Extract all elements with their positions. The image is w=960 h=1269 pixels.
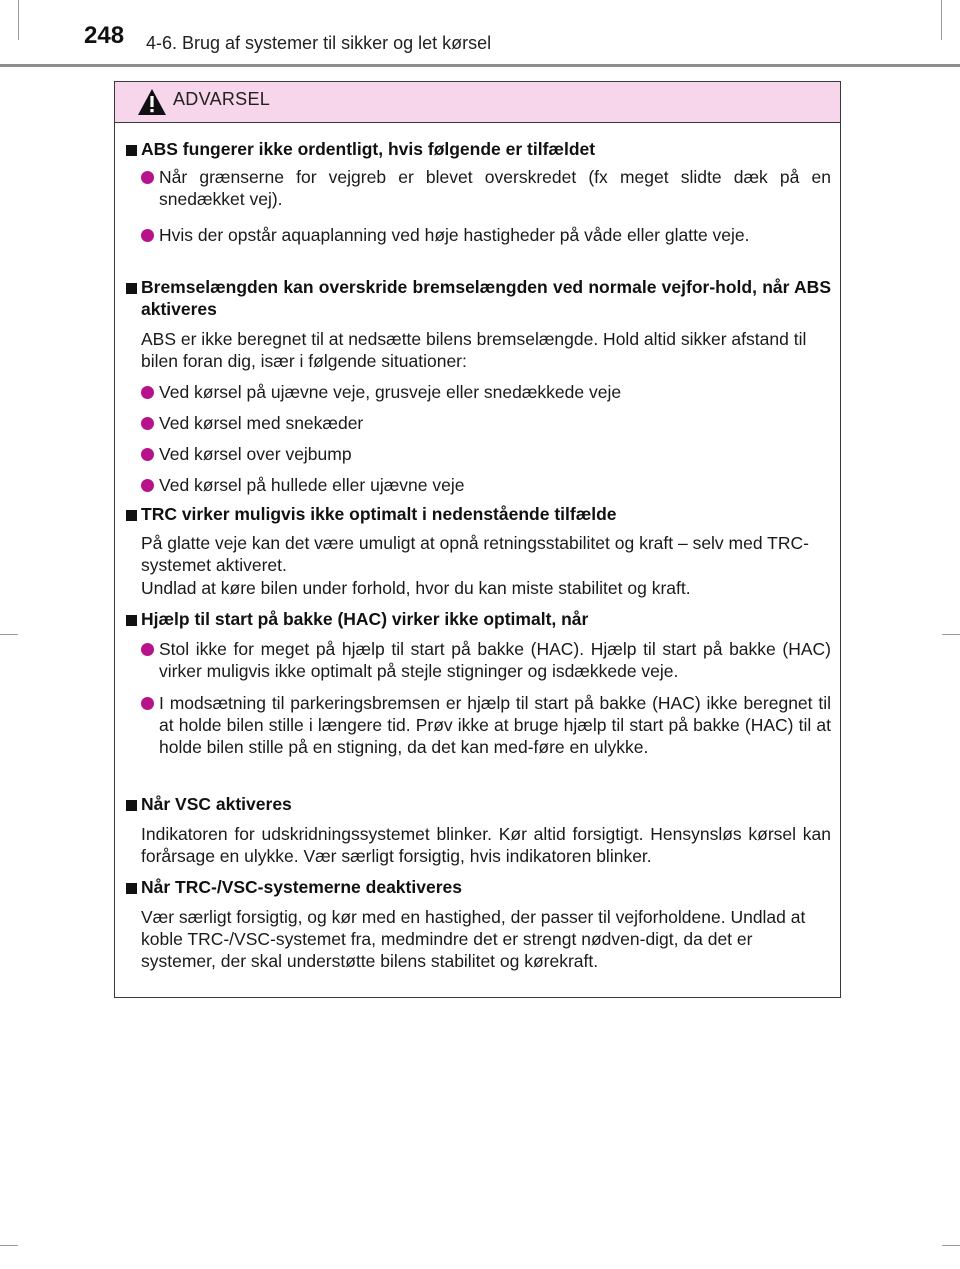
bullet-text: Ved kørsel over vejbump (159, 444, 352, 464)
section-heading: Hjælp til start på bakke (HAC) virker ikke optimalt, når (141, 609, 589, 629)
bullet-dot (141, 229, 154, 242)
section-heading: Når VSC aktiveres (141, 794, 292, 814)
bullet-text: Ved kørsel på ujævne veje, grusveje eller snedækkede veje (159, 382, 622, 402)
bullet-dot (141, 479, 154, 492)
section-heading: TRC virker muligvis ikke optimalt i nedenstående tilfælde (141, 504, 617, 524)
section-text: ABS er ikke beregnet til at nedsætte bilens bremselængde. Hold altid sikker afstand til bilen foran dig, især i følgende situationer: (141, 329, 807, 371)
warning-header (115, 82, 840, 123)
crop-mark (0, 634, 18, 635)
page-number: 248 (84, 22, 125, 49)
bullet-text: Ved kørsel på hullede eller ujævne veje (159, 475, 465, 495)
section-marker (126, 800, 137, 811)
warning-triangle-icon (137, 88, 167, 116)
section-text: Indikatoren for udskridningssystemet blinker. Kør altid forsigtigt. Hensynsløs kørsel kan forårsage en ulykke. Vær særligt forsigtig, hvis indikatoren blinker. (141, 824, 831, 866)
section-text: Vær særligt forsigtig, og kør med en hastighed, der passer til vejforholdene. Undlad at koble TRC-/VSC-systemet fra, medmindre det er strengt nødven-digt, da det er systemer, der skal understøtte bilens stabilitet og kørekraft. (141, 907, 806, 971)
section-heading: Når TRC-/VSC-systemerne deaktiveres (141, 877, 462, 897)
bullet-text: Ved kørsel med snekæder (159, 413, 364, 433)
bullet-text: Stol ikke for meget på hjælp til start på bakke (HAC). Hjælp til start på bakke (HAC) virker muligvis ikke optimalt på stejle stigninger og isdækkede veje. (159, 639, 831, 681)
section-marker (126, 510, 137, 521)
header-divider (0, 64, 960, 67)
bullet-text: Hvis der opstår aquaplanning ved høje hastigheder på våde eller glatte veje. (159, 225, 750, 245)
section-heading: ABS fungerer ikke ordentligt, hvis følgende er tilfældet (141, 139, 596, 159)
bullet-dot (141, 448, 154, 461)
crop-mark (942, 634, 960, 635)
section-text: På glatte veje kan det være umuligt at opnå retningsstabilitet og kraft – selv med TRC-systemet aktiveret. (141, 533, 809, 575)
crop-mark (0, 1245, 18, 1246)
section-heading: Bremselængden kan overskride bremselængden ved normale vejfor-hold, når ABS aktiveres (141, 277, 831, 319)
section-title: 4-6. Brug af systemer til sikker og let kørsel (146, 33, 492, 53)
section-marker (126, 145, 137, 156)
page-header (0, 0, 960, 68)
bullet-text: Når grænserne for vejgreb er blevet overskredet (fx meget slidte dæk på en snedækket vej). (159, 167, 831, 209)
section-marker (126, 283, 137, 294)
warning-title: ADVARSEL (173, 89, 271, 109)
bullet-dot (141, 417, 154, 430)
crop-mark (942, 1245, 960, 1246)
section-marker (126, 883, 137, 894)
bullet-dot (141, 643, 154, 656)
bullet-dot (141, 697, 154, 710)
section-text: Undlad at køre bilen under forhold, hvor du kan miste stabilitet og kraft. (141, 578, 691, 598)
bullet-dot (141, 386, 154, 399)
bullet-text: I modsætning til parkeringsbremsen er hjælp til start på bakke (HAC) ikke beregnet til at holde bilen stille i længere tid. Prøv ikke at bruge hjælp til start på bakke (HAC) til at holde bilen stille på en stigning, da det kan med-føre en ulykke. (159, 693, 831, 757)
section-marker (126, 615, 137, 626)
bullet-dot (141, 171, 154, 184)
